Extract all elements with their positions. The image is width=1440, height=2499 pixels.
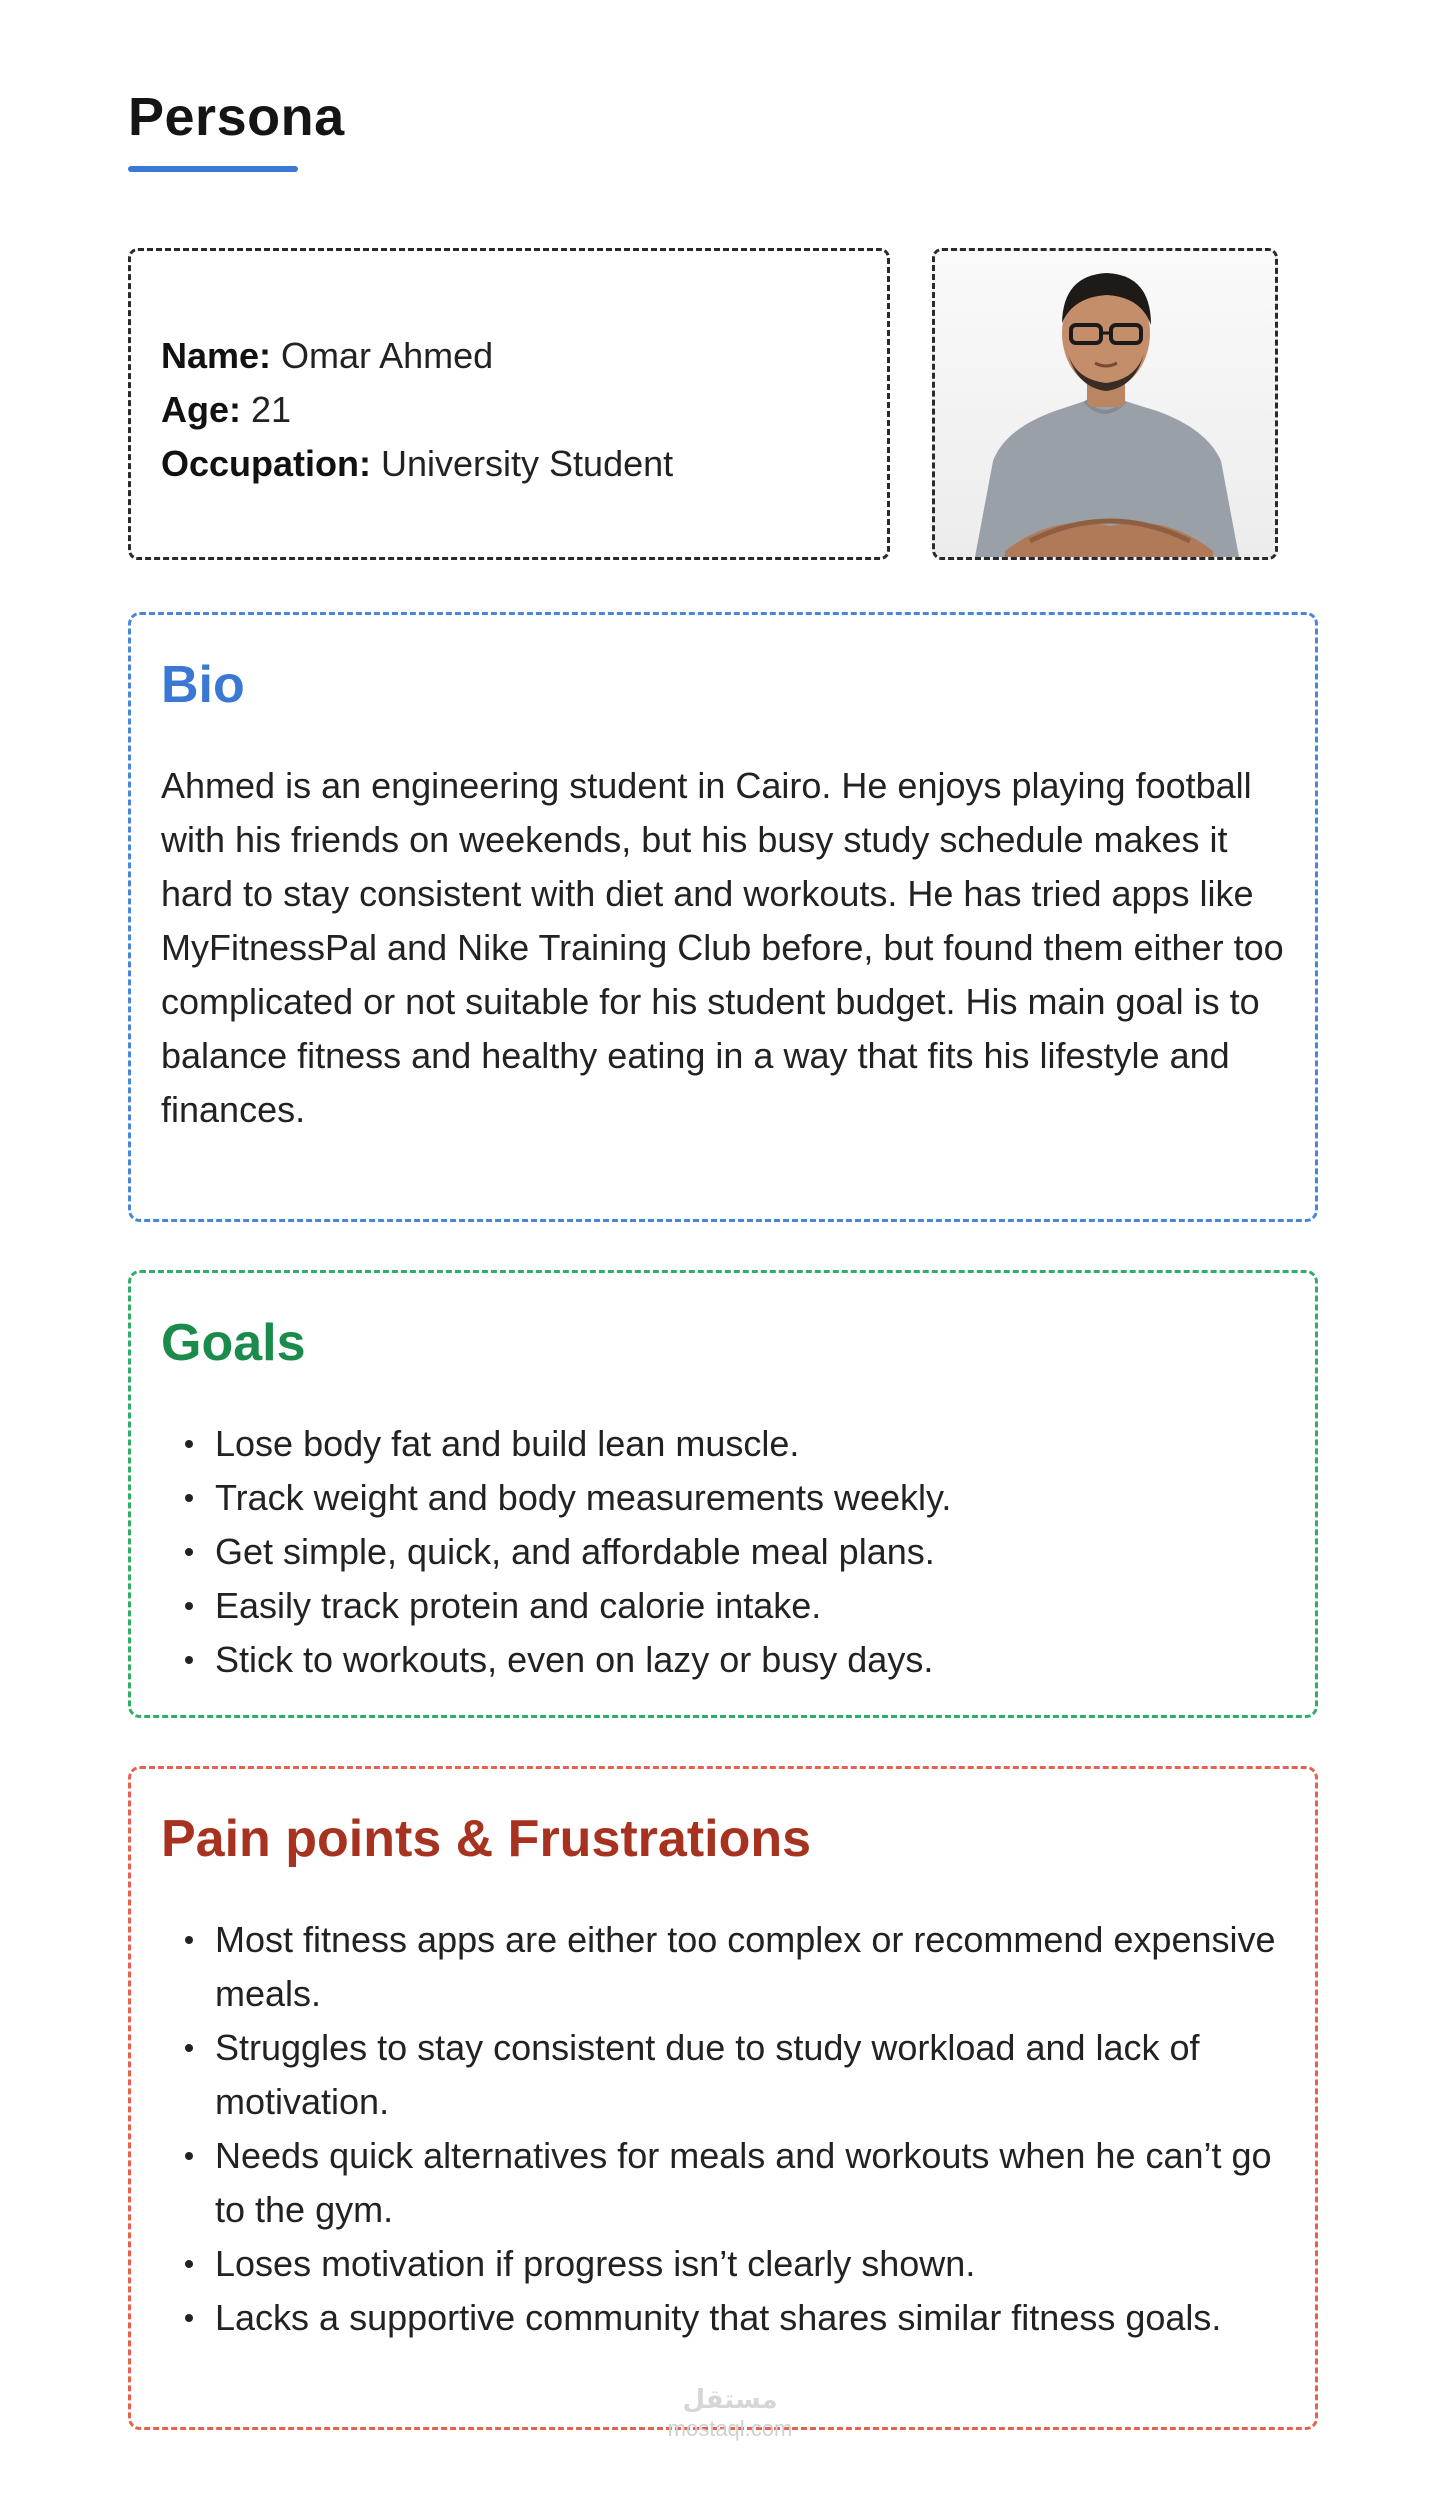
- goal-item: Track weight and body measurements weekly.: [215, 1471, 1305, 1525]
- watermark-site: mostaql.com: [667, 2416, 793, 2441]
- pain-point-item: Struggles to stay consistent due to study workload and lack of motivation.: [215, 2021, 1305, 2129]
- watermark-arabic: مستقل: [682, 2384, 778, 2414]
- pain-point-item: Most fitness apps are either too complex or recommend expensive meals.: [215, 1913, 1305, 2021]
- profile-info-card: [128, 248, 890, 560]
- title-underline: [128, 166, 298, 172]
- goals-section: [128, 1270, 1318, 1718]
- pain-points-list: [215, 1913, 1305, 2345]
- goal-item: Easily track protein and calorie intake.: [215, 1579, 1305, 1633]
- age-label: Age:: [161, 389, 241, 430]
- profile-age-row: [161, 383, 887, 437]
- page-title: Persona: [128, 87, 345, 147]
- goals-list: [215, 1417, 1305, 1687]
- bio-heading: Bio: [161, 656, 245, 714]
- pain-point-item: Lacks a supportive community that shares similar fitness goals.: [215, 2291, 1305, 2345]
- goals-heading: Goals: [161, 1314, 306, 1372]
- pain-points-section: [128, 1766, 1318, 2430]
- bio-text: Ahmed is an engineering student in Cairo. He enjoys playing football with his friends on weekends, but his busy study schedule makes it hard to stay consistent with diet and workouts. He has tried apps like MyFitnessPal and Nike Training Club before, but found them either too complicated or not suitable for his student budget. His main goal is to balance fitness and healthy eating in a way that fits his lifestyle and finances.: [161, 765, 1284, 1130]
- profile-occupation-row: [161, 437, 887, 491]
- occupation-label: Occupation:: [161, 443, 372, 484]
- person-photo-icon: [935, 251, 1275, 557]
- goal-item: Stick to workouts, even on lazy or busy days.: [215, 1633, 1305, 1687]
- pain-points-heading: Pain points & Frustrations: [161, 1810, 812, 1868]
- name-value: Omar Ahmed: [271, 335, 494, 376]
- name-label: Name:: [161, 335, 272, 376]
- goal-item: Get simple, quick, and affordable meal plans.: [215, 1525, 1305, 1579]
- age-value: 21: [241, 389, 292, 430]
- profile-name-row: [161, 329, 887, 383]
- bio-section: [128, 612, 1318, 1222]
- goal-item: Lose body fat and build lean muscle.: [215, 1417, 1305, 1471]
- occupation-value: University Student: [371, 443, 674, 484]
- pain-point-item: Loses motivation if progress isn’t clearly shown.: [215, 2237, 1305, 2291]
- pain-point-item: Needs quick alternatives for meals and workouts when he can’t go to the gym.: [215, 2129, 1305, 2237]
- profile-photo-card: [932, 248, 1278, 560]
